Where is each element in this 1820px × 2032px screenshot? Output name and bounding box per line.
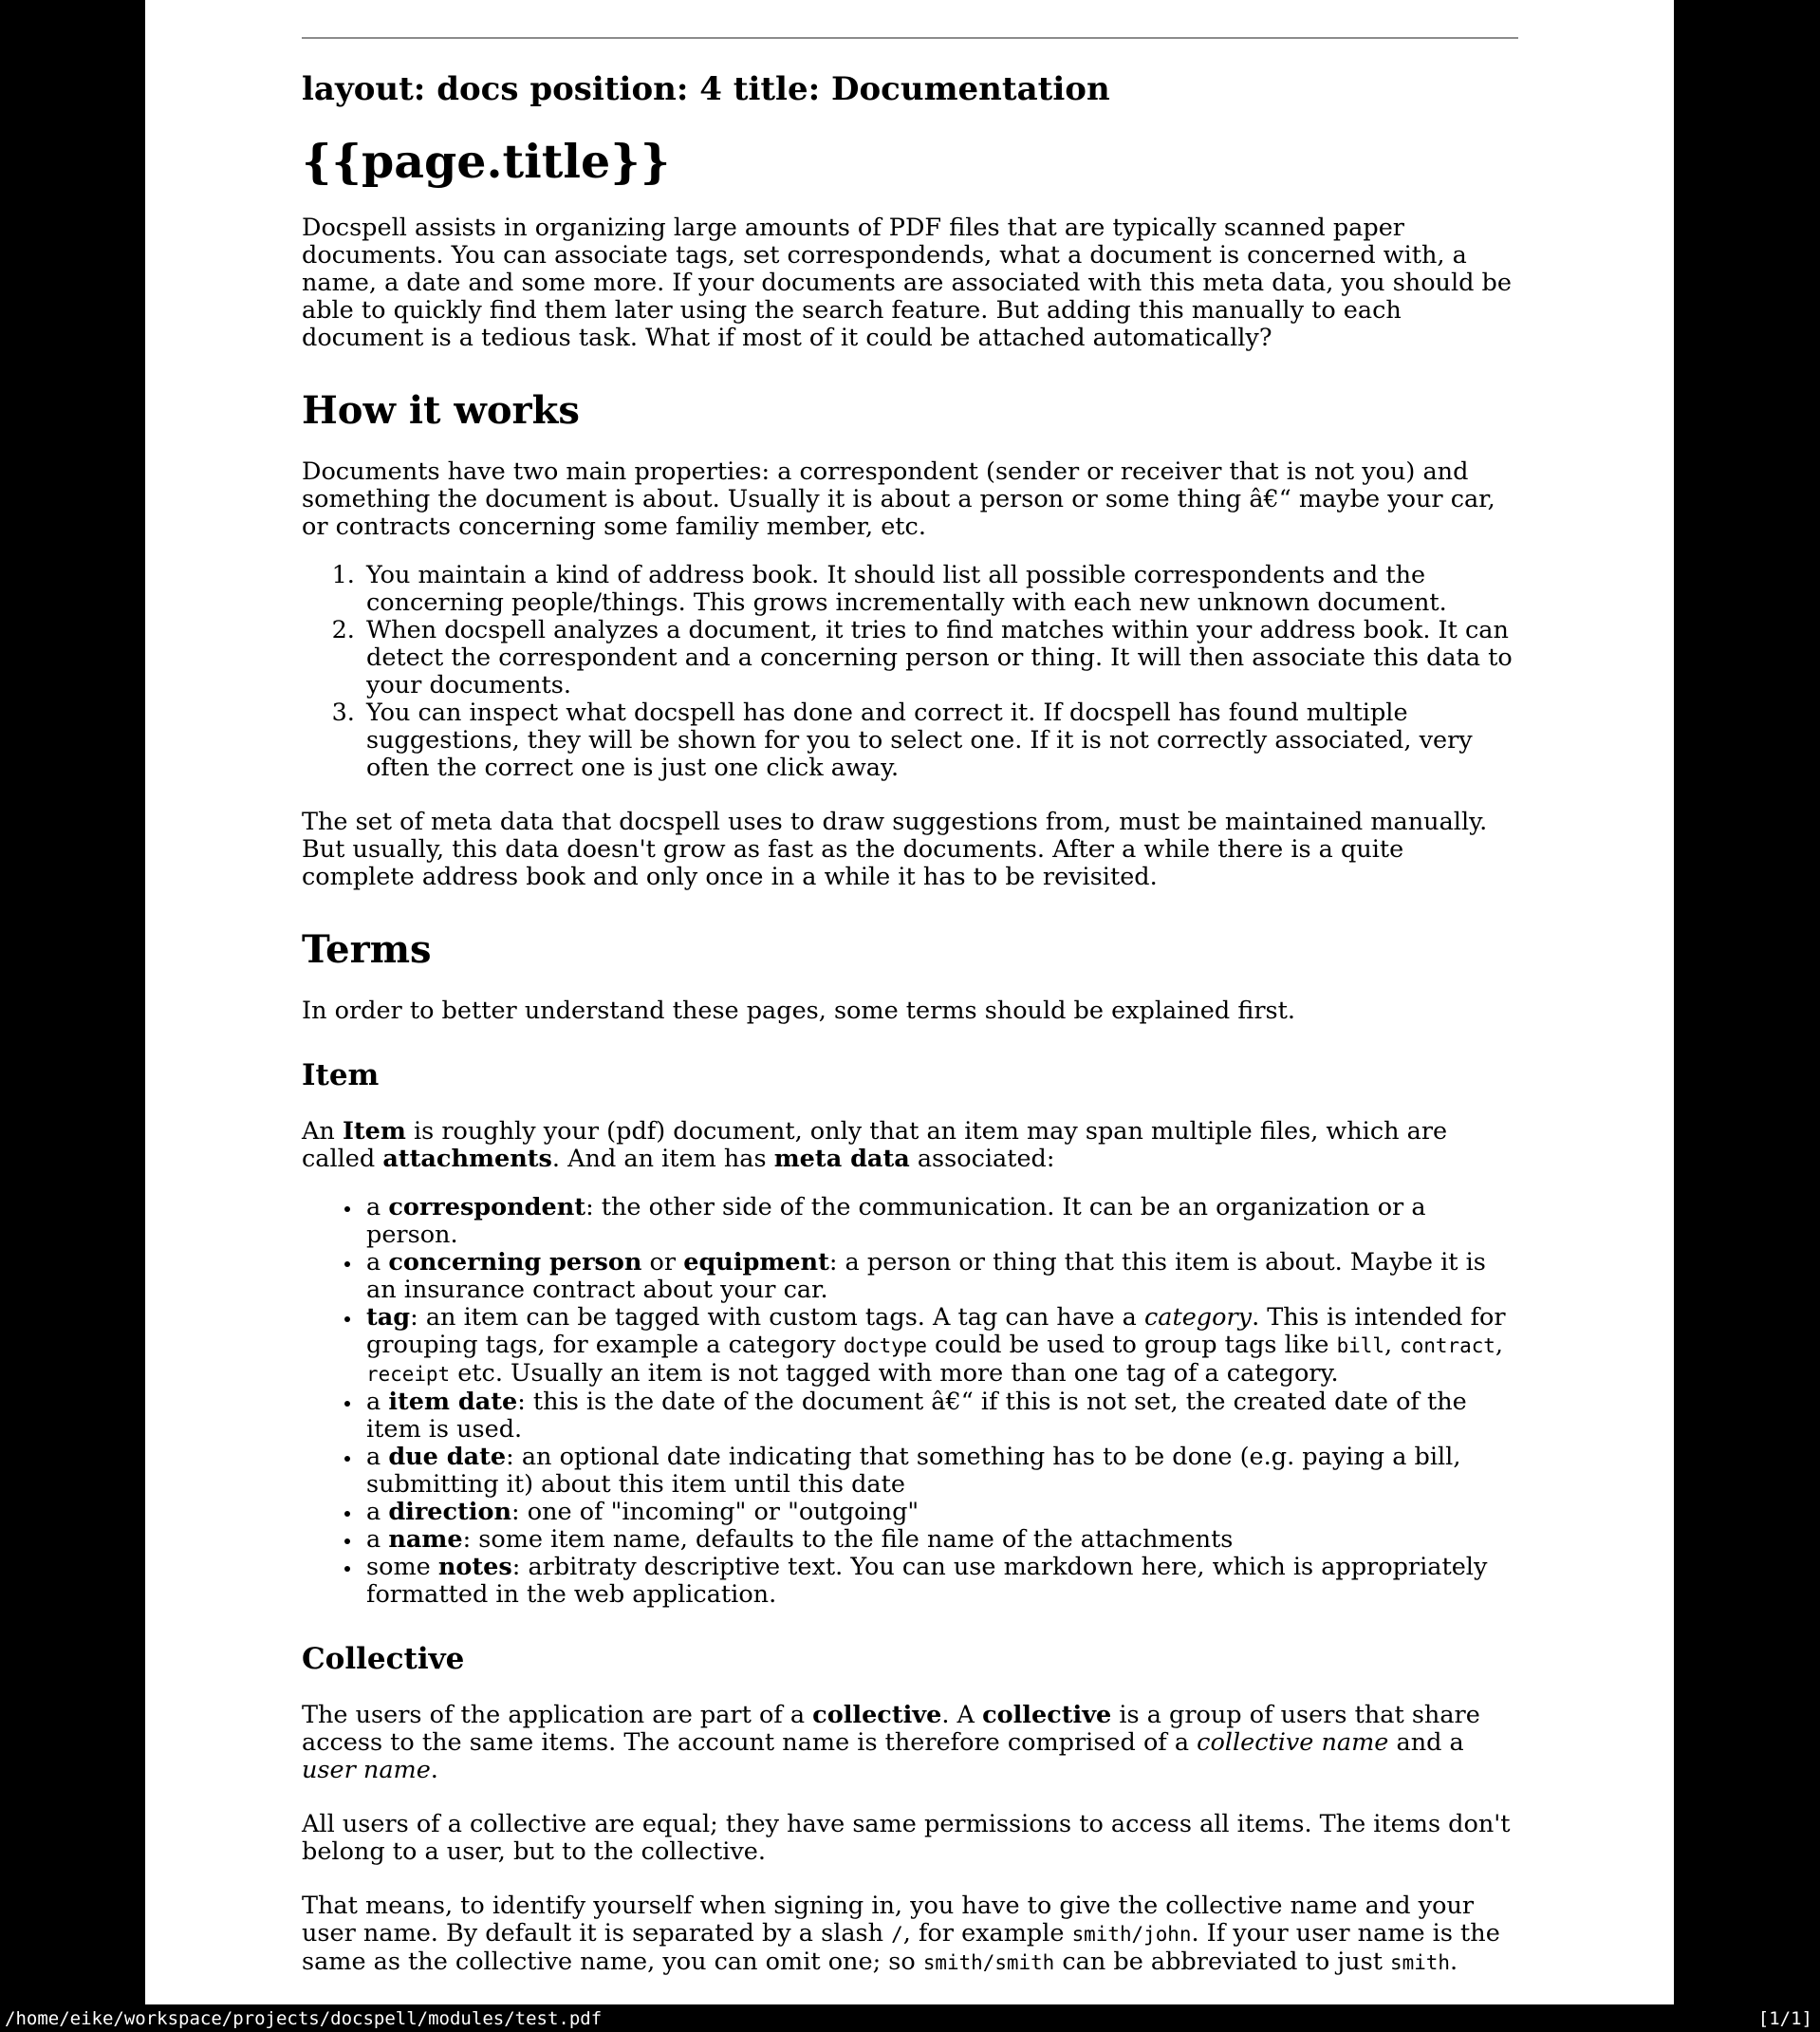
bullet-list-item: • a due date: an optional date indicating that something has to be done (e.g. paying a bill, submitting it) about this item until this date — [362, 1444, 1518, 1499]
bullet-list-item: • a concerning person or equipment: a person or thing that this item is about. Maybe it is an insurance contract about your car. — [362, 1249, 1518, 1304]
collective-paragraph-1: The users of the application are part of a collective. A collective is a group of users that share access to the same items. The account name is therefore comprised of a collective name and a user name. — [302, 1701, 1480, 1785]
status-bar — [0, 2004, 1820, 2032]
status-page-indicator: [1/1] — [1757, 2007, 1812, 2029]
item-meta-list — [302, 1194, 1518, 1609]
bullet-list-item: • tag: an item can be tagged with custom tags. A tag can have a category. This is intended for grouping tags, for example a category doctype could be used to group tags like bill, contract, receipt etc. Usually an item is not tagged with more than one tag of a category. — [362, 1304, 1518, 1389]
how-it-works-steps — [302, 562, 1518, 782]
collective-paragraph-3: That means, to identify yourself when signing in, you have to give the collective name and your user name. By default it is separated by a slash /, for example smith/john. If your user name is the same as the collective name, you can omit one; so smith/smith can be abbreviated to just smith. — [302, 1892, 1500, 1977]
frontmatter-line: layout: docs position: 4 title: Documentation — [302, 70, 1110, 108]
subsection-heading-collective: Collective — [302, 1642, 465, 1677]
ordered-list-item: 3. You can inspect what docspell has done and correct it. If docspell has found multiple suggestions, they will be shown for you to select one. If it is not correctly associated, very often the correct one is just one click away. — [362, 699, 1518, 782]
bullet-list-item: • a name: some item name, defaults to the file name of the attachments — [362, 1526, 1518, 1554]
status-file-path: /home/eike/workspace/projects/docspell/modules/test.pdf — [5, 2007, 603, 2029]
how-it-works-outro-paragraph: The set of meta data that docspell uses to draw suggestions from, must be maintained manually. But usually, this data doesn't grow as fast as the documents. After a while there is a quite complete address book and only once in a while it has to be revisited. — [302, 807, 1488, 891]
top-rule-divider — [302, 37, 1518, 39]
page-title: {{page.title}} — [302, 134, 671, 190]
document-content — [145, 0, 1674, 1977]
terms-intro-paragraph: In order to better understand these pages, some terms should be explained first. — [302, 996, 1295, 1025]
section-heading-how-it-works: How it works — [302, 387, 580, 433]
bullet-list-item: • a correspondent: the other side of the communication. It can be an organization or a person. — [362, 1194, 1518, 1249]
intro-paragraph: Docspell assists in organizing large amounts of PDF files that are typically scanned paper documents. You can associate tags, set correspondends, what a document is concerned with, a name, a date and some more. If your documents are associated with this meta data, you should be able to quickly find them later using the search feature. But adding this manually to each document is a tedious task. What if most of it could be attached automatically? — [302, 213, 1512, 352]
subsection-heading-item: Item — [302, 1057, 380, 1092]
section-heading-terms: Terms — [302, 926, 432, 972]
collective-paragraph-2: All users of a collective are equal; they have same permissions to access all items. The items don't belong to a user, but to the collective. — [302, 1810, 1511, 1867]
ordered-list-item: 2. When docspell analyzes a document, it tries to find matches within your address book. It can detect the correspondent and a concerning person or thing. It will then associate this data to your documents. — [362, 617, 1518, 699]
bullet-list-item: • a item date: this is the date of the document â€“ if this is not set, the created date of the item is used. — [362, 1389, 1518, 1444]
bullet-list-item: • some notes: arbitraty descriptive text. You can use markdown here, which is appropriately formatted in the web application. — [362, 1554, 1518, 1609]
bullet-list-item: • a direction: one of "incoming" or "outgoing" — [362, 1499, 1518, 1526]
how-it-works-paragraph: Documents have two main properties: a correspondent (sender or receiver that is not you) and something the document is about. Usually it is about a person or some thing â€“ maybe your car, or contracts concerning some familiy member, etc. — [302, 457, 1495, 541]
ordered-list-item: 1. You maintain a kind of address book. It should list all possible correspondents and the concerning people/things. This grows incrementally with each new unknown document. — [362, 562, 1518, 617]
item-intro-paragraph: An Item is roughly your (pdf) document, only that an item may span multiple files, which are called attachments. And an item has meta data associated: — [302, 1117, 1448, 1174]
document-page — [145, 0, 1674, 2004]
